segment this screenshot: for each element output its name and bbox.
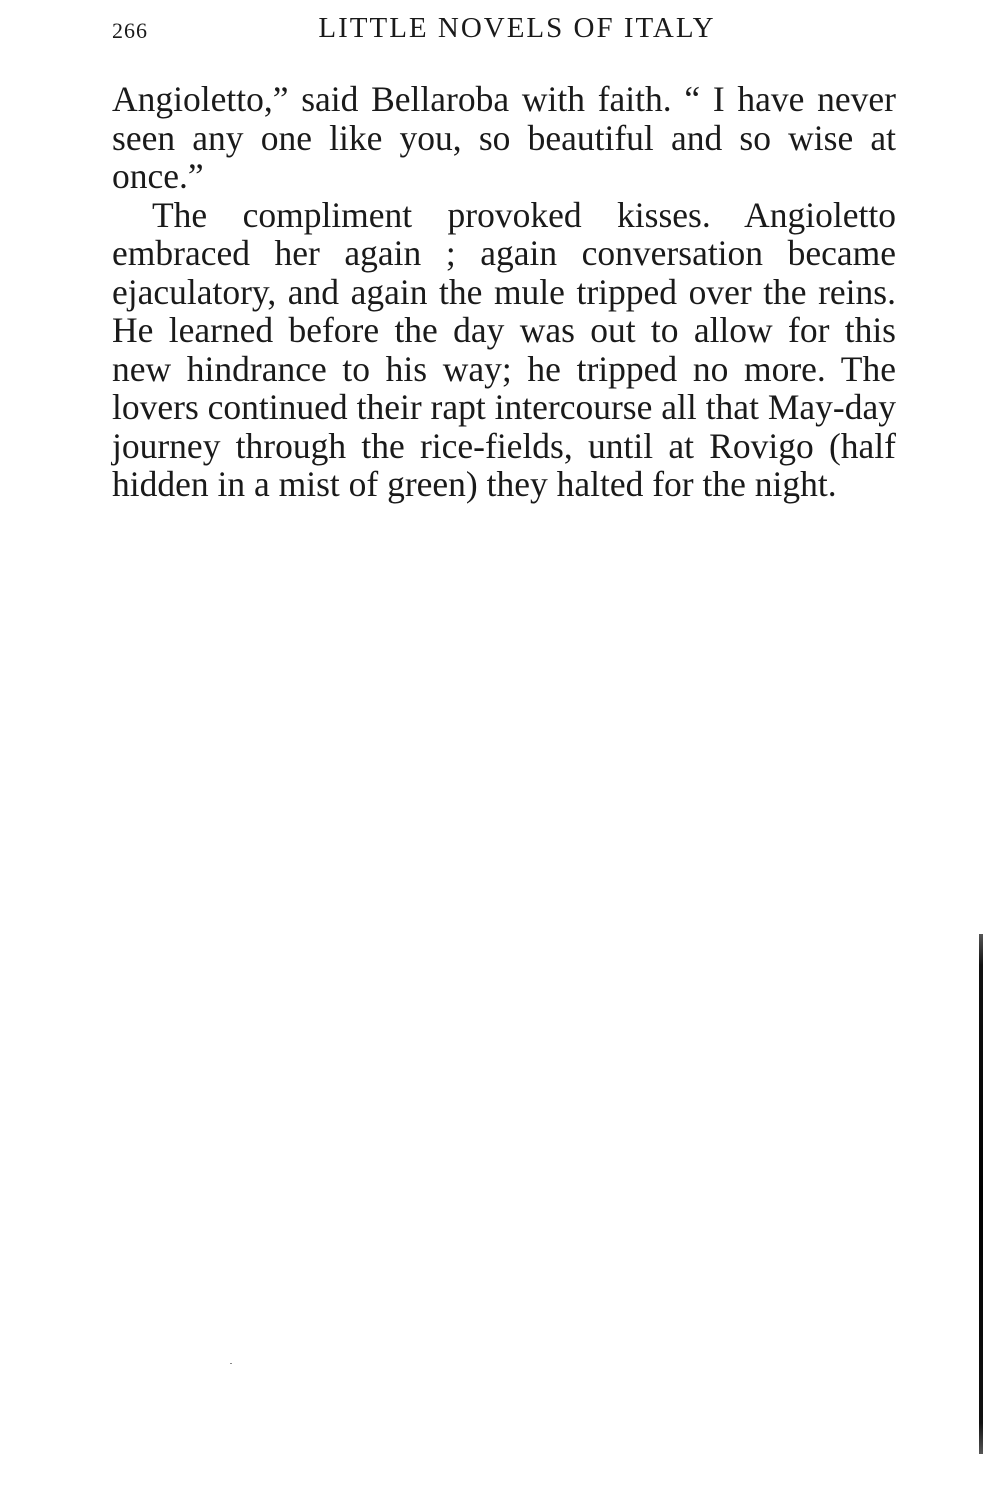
page-number: 266 bbox=[112, 18, 148, 43]
scan-speck bbox=[230, 1363, 232, 1364]
paragraph-continued: Angioletto,” said Bellaroba with faith. “ I have never seen any one like you, so beautiful and so wise at once.” bbox=[112, 79, 896, 196]
page-edge-shadow bbox=[979, 934, 983, 1454]
running-title: LITTLE NOVELS OF ITALY bbox=[318, 12, 716, 44]
running-head bbox=[112, 12, 896, 46]
paragraph: The compliment provoked kisses. Angioletto embraced her again ; again conversation became ejaculatory, and again the mule tripped over the reins. He learned before the day was out to allow for this new hindrance to his way; he tripped no more. The lovers continued their rapt intercourse all that May-day journey through the rice-fields, until at Rovigo (half hidden in a mist of green) they halted for the night. bbox=[112, 194, 896, 504]
body-text bbox=[112, 80, 896, 504]
